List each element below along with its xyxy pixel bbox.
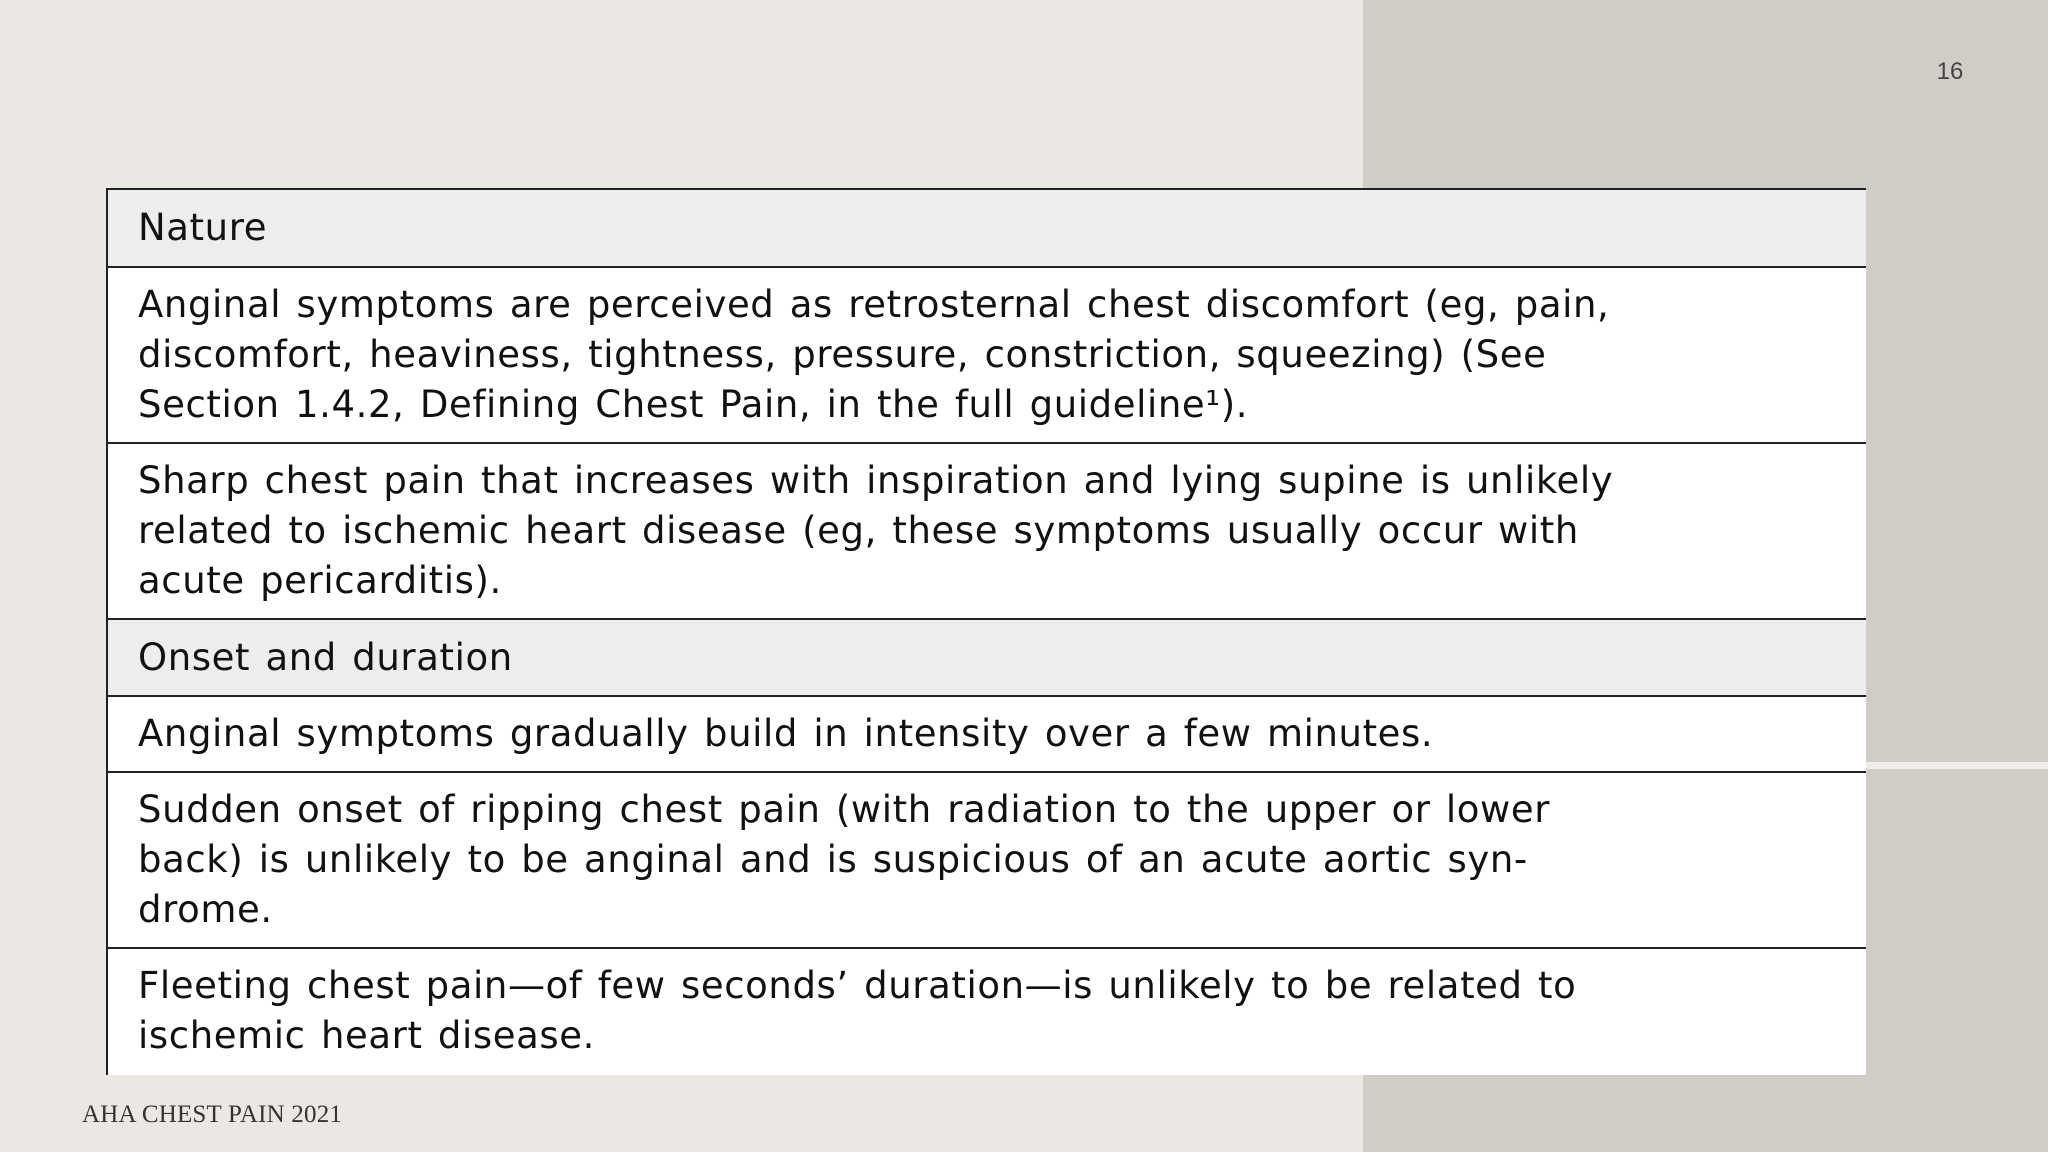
row-text-line: Section 1.4.2, Defining Chest Pain, in the full guideline¹). (138, 383, 1249, 426)
table-row (108, 949, 1866, 1075)
row-text-line: Sharp chest pain that increases with inspiration and lying supine is unlikely (138, 459, 1614, 502)
row-text-line: Fleeting chest pain—of few seconds’ duration—is unlikely to be related to (138, 964, 1577, 1007)
section-header-nature (108, 190, 1866, 268)
accent-divider-line (1864, 762, 2048, 769)
table-row (108, 773, 1866, 949)
row-text-line: back) is unlikely to be anginal and is suspicious of an acute aortic syn- (138, 838, 1528, 881)
row-text-line: acute pericarditis). (138, 559, 502, 602)
chest-pain-criteria-table (106, 188, 1866, 1075)
row-text-line: Sudden onset of ripping chest pain (with radiation to the upper or lower (138, 788, 1551, 831)
row-text-line: Anginal symptoms gradually build in intensity over a few minutes. (138, 712, 1434, 755)
slide-number: 16 (1936, 58, 1964, 85)
section-header-label: Nature (138, 206, 268, 249)
row-text-line: ischemic heart disease. (138, 1014, 595, 1057)
row-text-line: related to ischemic heart disease (eg, these symptoms usually occur with (138, 509, 1579, 552)
section-header-onset-duration (108, 620, 1866, 697)
section-header-label: Onset and duration (138, 635, 513, 679)
table-row (108, 268, 1866, 444)
row-text-line: Anginal symptoms are perceived as retrosternal chest discomfort (eg, pain, (138, 283, 1610, 326)
table-row (108, 444, 1866, 620)
row-text-line: drome. (138, 888, 273, 931)
table-row (108, 697, 1866, 773)
row-text-line: discomfort, heaviness, tightness, pressure, constriction, squeezing) (See (138, 333, 1547, 376)
footer-source-label: AHA CHEST PAIN 2021 (82, 1101, 343, 1128)
